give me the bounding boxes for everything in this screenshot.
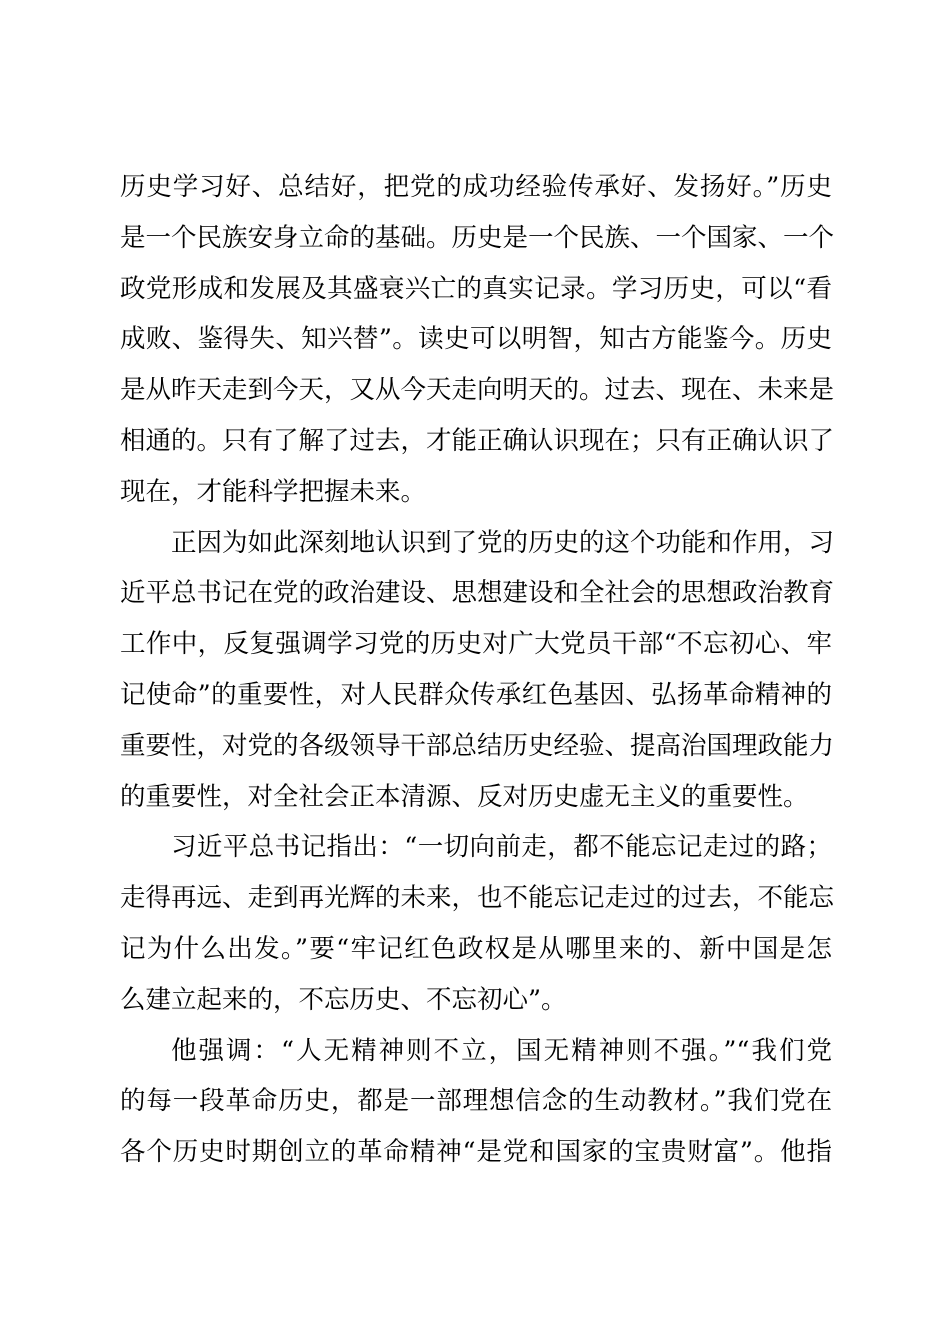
text-line: 是从昨天走到今天，又从今天走向明天的。过去、现在、未来是 — [120, 375, 835, 406]
text-line: 么建立起来的，不忘历史、不忘初心”。 — [120, 984, 567, 1015]
text-line: 近平总书记在党的政治建设、思想建设和全社会的思想政治教育 — [120, 578, 835, 609]
text-line: 重要性，对党的各级领导干部总结历史经验、提高治国理政能力 — [120, 730, 835, 761]
text-line: 现在，才能科学把握未来。 — [120, 476, 427, 507]
text-line: 走得再远、走到再光辉的未来，也不能忘记走过的过去，不能忘 — [120, 883, 835, 914]
paragraph-2 — [120, 518, 835, 823]
text-line: 他强调：“人无精神则不立，国无精神则不强。”“我们党 — [171, 1035, 832, 1066]
text-line: 相通的。只有了解了过去，才能正确认识现在；只有正确认识了 — [120, 425, 835, 456]
text-line: 的重要性，对全社会正本清源、反对历史虚无主义的重要性。 — [120, 781, 809, 812]
text-line: 历史学习好、总结好，把党的成功经验传承好、发扬好。”历史 — [120, 172, 832, 202]
text-line: 正因为如此深刻地认识到了党的历史的这个功能和作用，习 — [171, 527, 835, 558]
text-line: 习近平总书记指出：“一切向前走，都不能忘记走过的路； — [171, 832, 832, 863]
text-line: 是一个民族安身立命的基础。历史是一个民族、一个国家、一个 — [120, 222, 835, 253]
text-line: 记使命”的重要性，对人民群众传承红色基因、弘扬革命精神的 — [120, 679, 832, 710]
text-line: 工作中，反复强调学习党的历史对广大党员干部“不忘初心、牢 — [120, 629, 832, 660]
paragraph-3 — [120, 822, 835, 1025]
paragraph-1 — [120, 162, 835, 518]
text-line: 各个历史时期创立的革命精神“是党和国家的宝贵财富”。他指 — [120, 1137, 832, 1168]
text-line: 政党形成和发展及其盛衰兴亡的真实记录。学习历史，可以“看 — [120, 273, 832, 304]
document-body — [120, 162, 835, 1178]
text-line: 记为什么出发。”要“牢记红色政权是从哪里来的、新中国是怎 — [120, 933, 832, 964]
text-line: 成败、鉴得失、知兴替”。读史可以明智，知古方能鉴今。历史 — [120, 324, 832, 355]
paragraph-4 — [120, 1026, 832, 1178]
text-line: 的每一段革命历史，都是一部理想信念的生动教材。”我们党在 — [120, 1086, 832, 1117]
